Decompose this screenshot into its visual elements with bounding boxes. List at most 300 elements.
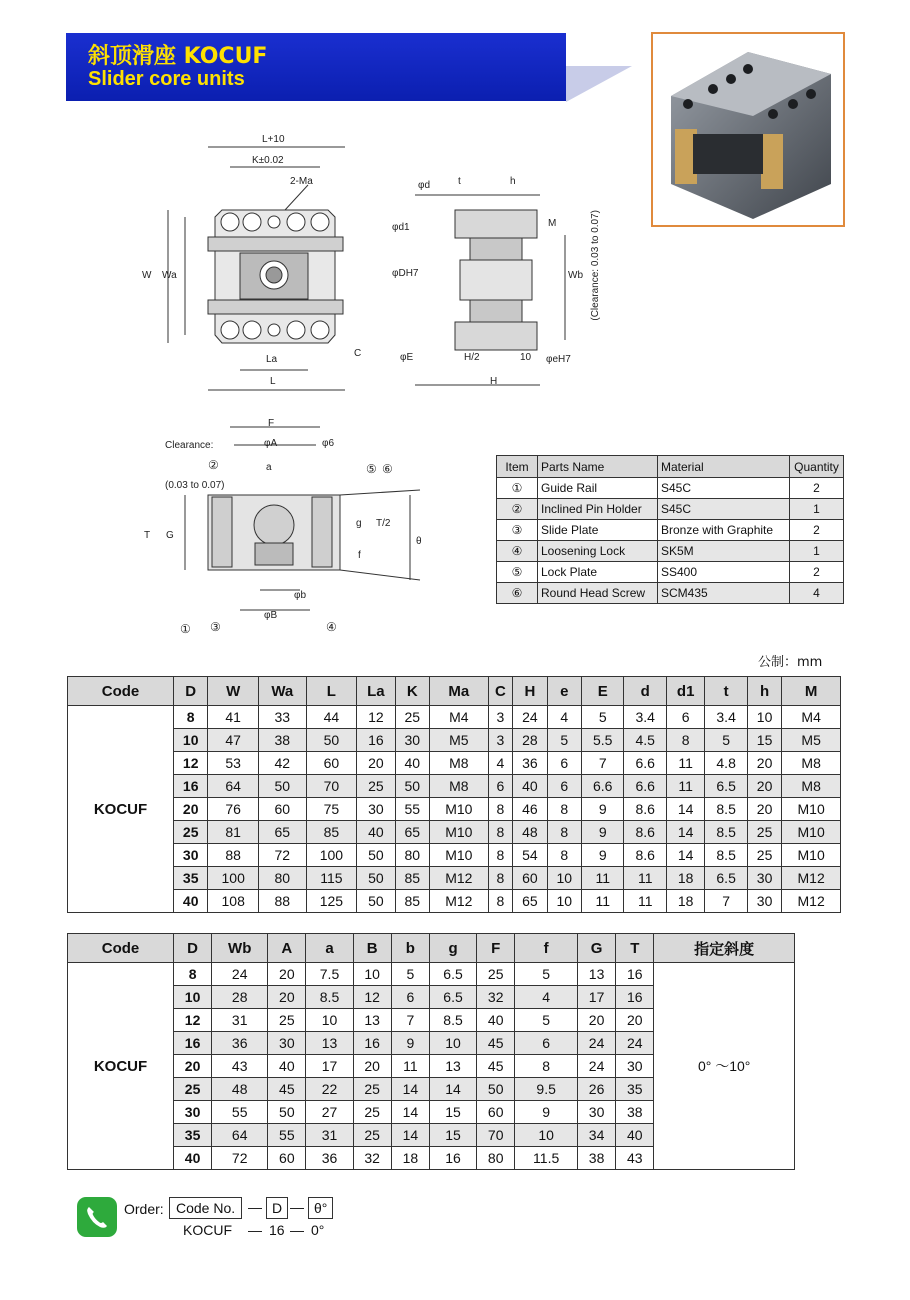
cell: 8 bbox=[515, 1055, 578, 1078]
cell: SCM435 bbox=[658, 583, 790, 604]
size-cell: 20 bbox=[174, 798, 208, 821]
cell: 108 bbox=[208, 890, 259, 913]
dim-label: Wa bbox=[162, 270, 177, 281]
cell: 11 bbox=[666, 752, 704, 775]
cell: 55 bbox=[268, 1124, 306, 1147]
cell: M4 bbox=[782, 706, 841, 729]
cell: Inclined Pin Holder bbox=[538, 499, 658, 520]
cell: M10 bbox=[782, 821, 841, 844]
size-cell: 25 bbox=[174, 1078, 212, 1101]
cell: 43 bbox=[212, 1055, 268, 1078]
cell: 25 bbox=[477, 963, 515, 986]
order-example-d: 16 bbox=[269, 1222, 285, 1238]
cell: 25 bbox=[357, 775, 395, 798]
cell: Lock Plate bbox=[538, 562, 658, 583]
cell: 11.5 bbox=[515, 1147, 578, 1170]
cell: 45 bbox=[477, 1055, 515, 1078]
cell: 20 bbox=[357, 752, 395, 775]
cell: 6.6 bbox=[624, 752, 666, 775]
cell: 32 bbox=[477, 986, 515, 1009]
cell: 18 bbox=[391, 1147, 429, 1170]
cell: 13 bbox=[353, 1009, 391, 1032]
size-cell: 25 bbox=[174, 821, 208, 844]
spec-table-2-header bbox=[68, 934, 795, 963]
cell: 30 bbox=[747, 867, 781, 890]
cell: 60 bbox=[477, 1101, 515, 1124]
cell: 45 bbox=[477, 1032, 515, 1055]
cell: 80 bbox=[258, 867, 306, 890]
column-header: T bbox=[616, 934, 654, 963]
cell: 10 bbox=[747, 706, 781, 729]
table-row bbox=[497, 478, 844, 499]
callout-2: ② bbox=[208, 458, 219, 472]
cell: M4 bbox=[430, 706, 489, 729]
cell: 125 bbox=[306, 890, 357, 913]
cell: 8 bbox=[488, 821, 513, 844]
dim-label: φDH7 bbox=[392, 268, 419, 279]
cell: 10 bbox=[547, 890, 581, 913]
cell: M10 bbox=[430, 798, 489, 821]
table-row bbox=[497, 499, 844, 520]
cell: 17 bbox=[578, 986, 616, 1009]
dim-label: φ6 bbox=[322, 438, 335, 449]
parts-header-row bbox=[497, 456, 844, 478]
size-cell: 16 bbox=[174, 775, 208, 798]
cell: 8 bbox=[488, 798, 513, 821]
cell: 15 bbox=[429, 1124, 476, 1147]
spec-table-1-header bbox=[68, 677, 841, 706]
table-row bbox=[68, 775, 841, 798]
dim-label: a bbox=[266, 462, 272, 473]
dim-label: 10 bbox=[520, 352, 532, 363]
dim-label: W bbox=[142, 270, 152, 281]
cell: Bronze with Graphite bbox=[658, 520, 790, 541]
dim-label: Clearance: bbox=[165, 440, 214, 451]
callout-1: ① bbox=[180, 622, 191, 636]
table-row bbox=[68, 890, 841, 913]
cell: 11 bbox=[582, 890, 624, 913]
cell: 15 bbox=[747, 729, 781, 752]
cell: 65 bbox=[258, 821, 306, 844]
cell: 5.5 bbox=[582, 729, 624, 752]
cell: 81 bbox=[208, 821, 259, 844]
column-header: B bbox=[353, 934, 391, 963]
cell: 3.4 bbox=[624, 706, 666, 729]
cell: 9 bbox=[515, 1101, 578, 1124]
order-box-angle: θ° bbox=[308, 1197, 333, 1219]
cell: 50 bbox=[258, 775, 306, 798]
table-row bbox=[68, 798, 841, 821]
cell: 8 bbox=[488, 844, 513, 867]
cell: M12 bbox=[430, 890, 489, 913]
size-cell: 40 bbox=[174, 1147, 212, 1170]
cell: 6 bbox=[547, 752, 581, 775]
cell: 36 bbox=[306, 1147, 353, 1170]
cell: 7 bbox=[705, 890, 747, 913]
cell: 14 bbox=[391, 1078, 429, 1101]
cell: 36 bbox=[513, 752, 547, 775]
dim-label: T bbox=[144, 530, 151, 541]
cell: 10 bbox=[353, 963, 391, 986]
cell: 20 bbox=[747, 775, 781, 798]
order-label: Order: bbox=[124, 1201, 164, 1217]
cell: M5 bbox=[430, 729, 489, 752]
cell: 47 bbox=[208, 729, 259, 752]
dim-label: φE bbox=[400, 352, 414, 363]
col-material: Material bbox=[658, 456, 790, 478]
cell: 16 bbox=[616, 963, 654, 986]
column-header: Wa bbox=[258, 677, 306, 706]
cell: 28 bbox=[212, 986, 268, 1009]
column-header: h bbox=[747, 677, 781, 706]
table-row bbox=[497, 541, 844, 562]
cell: 24 bbox=[578, 1032, 616, 1055]
cell: 15 bbox=[429, 1101, 476, 1124]
cell: 8.6 bbox=[624, 798, 666, 821]
cell: 20 bbox=[616, 1009, 654, 1032]
column-header: Code bbox=[68, 934, 174, 963]
dim-label: φb bbox=[294, 590, 307, 601]
cell: 85 bbox=[395, 890, 429, 913]
cell: 100 bbox=[306, 844, 357, 867]
dim-label: (0.03 to 0.07) bbox=[165, 480, 225, 491]
table-row bbox=[497, 562, 844, 583]
dim-label: C bbox=[354, 348, 362, 359]
cell: 27 bbox=[306, 1101, 353, 1124]
order-example-angle: 0° bbox=[311, 1222, 325, 1238]
cell: 3 bbox=[488, 729, 513, 752]
column-header: C bbox=[488, 677, 513, 706]
cell: 65 bbox=[395, 821, 429, 844]
cell: 9 bbox=[582, 821, 624, 844]
cell: 65 bbox=[513, 890, 547, 913]
size-cell: 10 bbox=[174, 729, 208, 752]
callout-6: ⑥ bbox=[382, 462, 393, 476]
cell: 24 bbox=[513, 706, 547, 729]
cell: M10 bbox=[430, 844, 489, 867]
column-header: K bbox=[395, 677, 429, 706]
cell: 26 bbox=[578, 1078, 616, 1101]
cell: 16 bbox=[429, 1147, 476, 1170]
cell: 3 bbox=[488, 706, 513, 729]
cell: ③ bbox=[497, 520, 538, 541]
dim-label: F bbox=[268, 418, 275, 429]
cell: 8 bbox=[488, 890, 513, 913]
cell: 8.5 bbox=[705, 798, 747, 821]
cell: M5 bbox=[782, 729, 841, 752]
cell: 16 bbox=[616, 986, 654, 1009]
cell: 6.6 bbox=[624, 775, 666, 798]
cell: 40 bbox=[395, 752, 429, 775]
dim-label: φd1 bbox=[392, 222, 410, 233]
cell: 50 bbox=[268, 1101, 306, 1124]
dim-label: Wb bbox=[568, 270, 583, 281]
cell: 1 bbox=[790, 499, 844, 520]
cell: 76 bbox=[208, 798, 259, 821]
cell: 16 bbox=[357, 729, 395, 752]
order-sep: — bbox=[290, 1199, 304, 1215]
size-cell: 35 bbox=[174, 1124, 212, 1147]
cell: 10 bbox=[515, 1124, 578, 1147]
column-header: e bbox=[547, 677, 581, 706]
size-cell: 8 bbox=[174, 963, 212, 986]
cell: M8 bbox=[782, 752, 841, 775]
dim-label: φB bbox=[264, 610, 278, 621]
table-row bbox=[68, 752, 841, 775]
cell: M8 bbox=[782, 775, 841, 798]
cell: 72 bbox=[212, 1147, 268, 1170]
cell: 2 bbox=[790, 562, 844, 583]
cell: 55 bbox=[212, 1101, 268, 1124]
cell: 31 bbox=[306, 1124, 353, 1147]
cell: 8.5 bbox=[705, 821, 747, 844]
dim-label: K±0.02 bbox=[252, 155, 284, 166]
cell: 20 bbox=[747, 798, 781, 821]
cell: 50 bbox=[477, 1078, 515, 1101]
cell: 40 bbox=[268, 1055, 306, 1078]
cell: 6.6 bbox=[582, 775, 624, 798]
cell: 4 bbox=[515, 986, 578, 1009]
cell: 25 bbox=[747, 844, 781, 867]
cell: S45C bbox=[658, 478, 790, 499]
cell: 24 bbox=[578, 1055, 616, 1078]
cell: 8 bbox=[547, 821, 581, 844]
cell: 50 bbox=[357, 844, 395, 867]
size-cell: 30 bbox=[174, 844, 208, 867]
cell: M8 bbox=[430, 775, 489, 798]
cell: 6 bbox=[515, 1032, 578, 1055]
col-quantity: Quantity bbox=[790, 456, 844, 478]
cell: ② bbox=[497, 499, 538, 520]
cell: 25 bbox=[395, 706, 429, 729]
cell: 4.8 bbox=[705, 752, 747, 775]
order-sep: — bbox=[248, 1199, 262, 1215]
order-sep: — bbox=[290, 1222, 304, 1238]
size-cell: 10 bbox=[174, 986, 212, 1009]
cell: 72 bbox=[258, 844, 306, 867]
cell: 60 bbox=[306, 752, 357, 775]
cell: ① bbox=[497, 478, 538, 499]
cell: 7 bbox=[582, 752, 624, 775]
column-header: Code bbox=[68, 677, 174, 706]
cell: 10 bbox=[306, 1009, 353, 1032]
cell: 16 bbox=[353, 1032, 391, 1055]
column-header: d bbox=[624, 677, 666, 706]
column-header: g bbox=[429, 934, 476, 963]
cell: 4.5 bbox=[624, 729, 666, 752]
dim-label: h bbox=[510, 176, 516, 187]
cell: 5 bbox=[515, 1009, 578, 1032]
callout-4: ④ bbox=[326, 620, 337, 634]
cell: 48 bbox=[212, 1078, 268, 1101]
cell: 5 bbox=[515, 963, 578, 986]
cell: 32 bbox=[353, 1147, 391, 1170]
cell: 8.5 bbox=[306, 986, 353, 1009]
cell: 11 bbox=[582, 867, 624, 890]
cell: 85 bbox=[395, 867, 429, 890]
cell: 38 bbox=[258, 729, 306, 752]
cell: 80 bbox=[477, 1147, 515, 1170]
cell: 14 bbox=[666, 844, 704, 867]
cell: 20 bbox=[578, 1009, 616, 1032]
cell: 44 bbox=[306, 706, 357, 729]
column-header: f bbox=[515, 934, 578, 963]
column-header: D bbox=[174, 934, 212, 963]
cell: 31 bbox=[212, 1009, 268, 1032]
cell: 13 bbox=[429, 1055, 476, 1078]
cell: 48 bbox=[513, 821, 547, 844]
dim-label: T/2 bbox=[376, 518, 391, 529]
cell: 43 bbox=[616, 1147, 654, 1170]
cell: 115 bbox=[306, 867, 357, 890]
cell: 13 bbox=[306, 1032, 353, 1055]
cell: 8.6 bbox=[624, 821, 666, 844]
cell: 46 bbox=[513, 798, 547, 821]
cell: 30 bbox=[616, 1055, 654, 1078]
cell: 9 bbox=[582, 798, 624, 821]
code-cell: KOCUF bbox=[68, 963, 174, 1170]
cell: 4 bbox=[547, 706, 581, 729]
cell: 18 bbox=[666, 890, 704, 913]
dim-label: 2-Ma bbox=[290, 176, 313, 187]
cell: 28 bbox=[513, 729, 547, 752]
cell: 25 bbox=[353, 1101, 391, 1124]
table-row bbox=[497, 520, 844, 541]
cell: M12 bbox=[782, 890, 841, 913]
dim-label: f bbox=[358, 550, 361, 561]
cell: 10 bbox=[429, 1032, 476, 1055]
cell: 25 bbox=[747, 821, 781, 844]
size-cell: 30 bbox=[174, 1101, 212, 1124]
dim-label: G bbox=[166, 530, 174, 541]
angle-cell: 0° ～10° bbox=[654, 963, 795, 1170]
cell: 70 bbox=[306, 775, 357, 798]
table-row bbox=[68, 867, 841, 890]
cell: 5 bbox=[582, 706, 624, 729]
cell: 60 bbox=[268, 1147, 306, 1170]
cell: 64 bbox=[208, 775, 259, 798]
cell: 88 bbox=[208, 844, 259, 867]
column-header: E bbox=[582, 677, 624, 706]
table-row bbox=[68, 821, 841, 844]
cell: Loosening Lock bbox=[538, 541, 658, 562]
cell: 11 bbox=[666, 775, 704, 798]
size-cell: 8 bbox=[174, 706, 208, 729]
cell: 38 bbox=[616, 1101, 654, 1124]
size-cell: 20 bbox=[174, 1055, 212, 1078]
cell: SS400 bbox=[658, 562, 790, 583]
cell: 6 bbox=[488, 775, 513, 798]
dim-label: θ bbox=[416, 536, 422, 547]
cell: ⑥ bbox=[497, 583, 538, 604]
dim-label: φA bbox=[264, 438, 278, 449]
cell: 40 bbox=[513, 775, 547, 798]
column-header: D bbox=[174, 677, 208, 706]
dim-label: φeH7 bbox=[546, 354, 571, 365]
dim-label: φd bbox=[418, 180, 431, 191]
cell: 8.5 bbox=[705, 844, 747, 867]
cell: 54 bbox=[513, 844, 547, 867]
cell: 6.5 bbox=[705, 867, 747, 890]
order-example-code: KOCUF bbox=[183, 1222, 232, 1238]
cell: M12 bbox=[430, 867, 489, 890]
cell: 24 bbox=[616, 1032, 654, 1055]
spec-table-2 bbox=[67, 933, 795, 1170]
column-header: a bbox=[306, 934, 353, 963]
cell: 70 bbox=[477, 1124, 515, 1147]
callout-5: ⑤ bbox=[366, 462, 377, 476]
cell: 30 bbox=[395, 729, 429, 752]
cell: 13 bbox=[578, 963, 616, 986]
code-cell: KOCUF bbox=[68, 706, 174, 913]
cell: 14 bbox=[666, 798, 704, 821]
cell: 11 bbox=[624, 890, 666, 913]
cell: 8 bbox=[547, 844, 581, 867]
column-header: W bbox=[208, 677, 259, 706]
cell: 8.6 bbox=[624, 844, 666, 867]
cell: 14 bbox=[391, 1101, 429, 1124]
cell: 30 bbox=[578, 1101, 616, 1124]
cell: 22 bbox=[306, 1078, 353, 1101]
cell: 25 bbox=[353, 1124, 391, 1147]
order-sep: — bbox=[248, 1222, 262, 1238]
cell: 6 bbox=[547, 775, 581, 798]
cell: 11 bbox=[391, 1055, 429, 1078]
table-row bbox=[497, 583, 844, 604]
cell: 5 bbox=[705, 729, 747, 752]
cell: 4 bbox=[790, 583, 844, 604]
cell: 34 bbox=[578, 1124, 616, 1147]
table-row bbox=[68, 963, 795, 986]
banner-arrow bbox=[566, 66, 632, 102]
cell: Round Head Screw bbox=[538, 583, 658, 604]
column-header: La bbox=[357, 677, 395, 706]
cell: 7 bbox=[391, 1009, 429, 1032]
cell: 11 bbox=[624, 867, 666, 890]
cell: 6.5 bbox=[429, 986, 476, 1009]
cell: 18 bbox=[666, 867, 704, 890]
cell: 24 bbox=[212, 963, 268, 986]
dim-label: L+10 bbox=[262, 134, 285, 145]
cell: 9 bbox=[391, 1032, 429, 1055]
cell: Slide Plate bbox=[538, 520, 658, 541]
cell: 25 bbox=[268, 1009, 306, 1032]
cell: 75 bbox=[306, 798, 357, 821]
cell: 3.4 bbox=[705, 706, 747, 729]
dim-label: M bbox=[548, 218, 557, 229]
table-row bbox=[68, 706, 841, 729]
cell: 60 bbox=[513, 867, 547, 890]
dim-label: H bbox=[490, 376, 498, 387]
cell: 85 bbox=[306, 821, 357, 844]
cell: 14 bbox=[391, 1124, 429, 1147]
dim-label: H/2 bbox=[464, 352, 480, 363]
cell: 50 bbox=[357, 890, 395, 913]
column-header: F bbox=[477, 934, 515, 963]
cell: 2 bbox=[790, 520, 844, 541]
dim-label: t bbox=[458, 176, 461, 187]
col-parts-name: Parts Name bbox=[538, 456, 658, 478]
table-row bbox=[68, 729, 841, 752]
column-header: Ma bbox=[430, 677, 489, 706]
cell: M10 bbox=[430, 821, 489, 844]
column-header: A bbox=[268, 934, 306, 963]
cell: 20 bbox=[268, 986, 306, 1009]
cell: 40 bbox=[477, 1009, 515, 1032]
cell: 9 bbox=[582, 844, 624, 867]
cell: 88 bbox=[258, 890, 306, 913]
column-header: t bbox=[705, 677, 747, 706]
